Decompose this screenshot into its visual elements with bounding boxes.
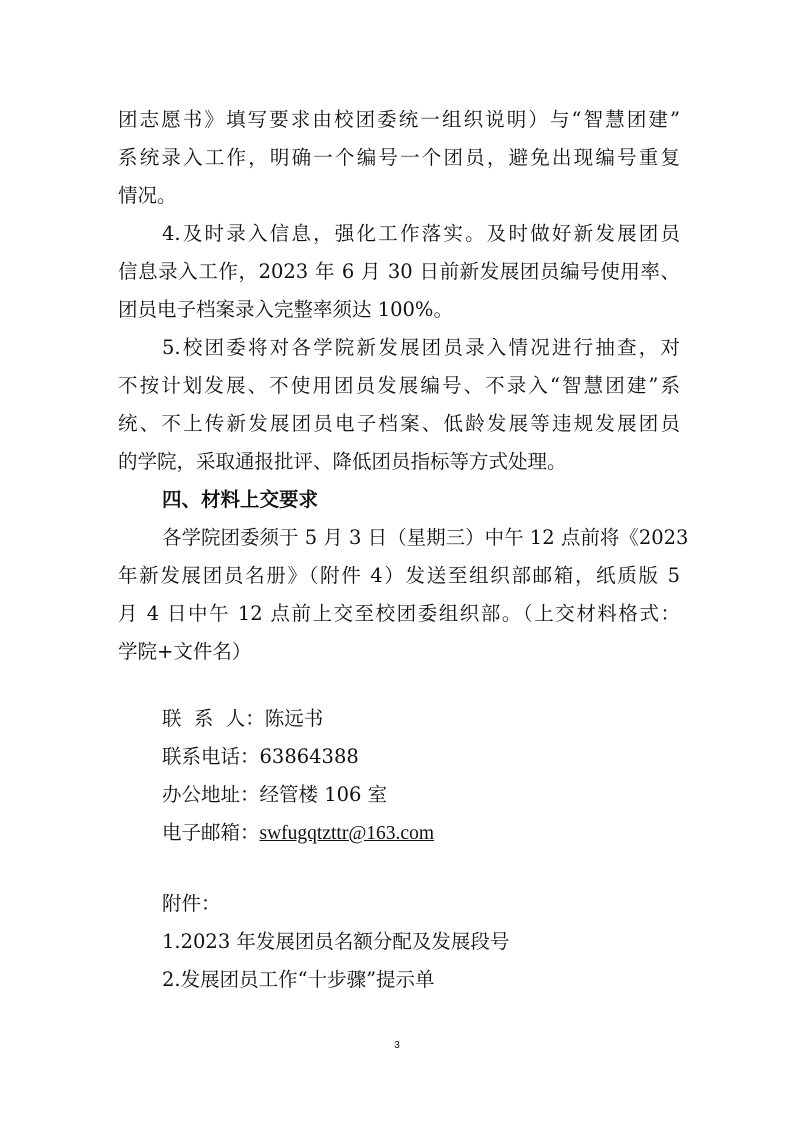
- paragraph-line: 的学院，采取通报批评、降低团员指标等方式处理。: [118, 450, 567, 473]
- paragraph-line: 统、不上传新发展团员电子档案、低龄发展等违规发展团员: [118, 412, 680, 435]
- paragraph-line: 情况。: [118, 184, 177, 207]
- paragraph-line: 系统录入工作，明确一个编号一个团员，避免出现编号重复: [118, 146, 680, 169]
- contact-address-value: 经管楼 106 室: [259, 783, 388, 806]
- paragraph-line: 各学院团委须于 5 月 3 日（星期三）中午 12 点前将《2023: [162, 526, 689, 549]
- contact-address-label: 办公地址：: [162, 783, 260, 806]
- paragraph-line: 团员电子档案录入完整率须达 100%。: [118, 298, 453, 321]
- paragraph-line: 团志愿书》填写要求由校团委统一组织说明）与“智慧团建”: [118, 108, 680, 131]
- contact-email-label: 电子邮箱：: [162, 821, 260, 844]
- page-number: 3: [394, 1040, 400, 1051]
- contact-email-row: [162, 814, 724, 853]
- attachment-item: 2.发展团员工作“十步骤”提示单: [162, 968, 435, 991]
- paragraph-line: 5.校团委将对各学院新发展团员录入情况进行抽查，对: [162, 336, 680, 359]
- paragraph-line: 月 4 日中午 12 点前上交至校团委组织部。（上交材料格式：: [118, 602, 680, 625]
- attachment-item: 1.2023 年发展团员名额分配及发展段号: [162, 930, 510, 953]
- paragraph-line: 年新发展团员名册》（附件 4）发送至组织部邮箱，纸质版 5: [118, 564, 680, 587]
- contact-phone-row: [162, 738, 724, 776]
- paragraph-line: 不按计划发展、不使用团员发展编号、不录入“智慧团建”系: [118, 374, 680, 397]
- contact-email-link[interactable]: swfugqtzttr@163.com: [259, 823, 434, 844]
- contact-person-label: 联 系 人：: [162, 707, 265, 730]
- attachments-label: 附件：: [162, 892, 221, 915]
- contact-person-value: 陈远书: [264, 707, 324, 730]
- contact-person-row: [162, 700, 724, 738]
- paragraph-line: 4.及时录入信息，强化工作落实。及时做好新发展团员: [162, 222, 680, 245]
- contact-address-row: [162, 776, 724, 814]
- section-heading: 四、材料上交要求: [162, 488, 319, 511]
- paragraph-line: 学院+文件名）: [118, 640, 252, 663]
- contact-phone-label: 联系电话：: [162, 745, 260, 768]
- contact-phone-value: 63864388: [259, 745, 359, 768]
- paragraph-line: 信息录入工作，2023 年 6 月 30 日前新发展团员编号使用率、: [118, 260, 680, 283]
